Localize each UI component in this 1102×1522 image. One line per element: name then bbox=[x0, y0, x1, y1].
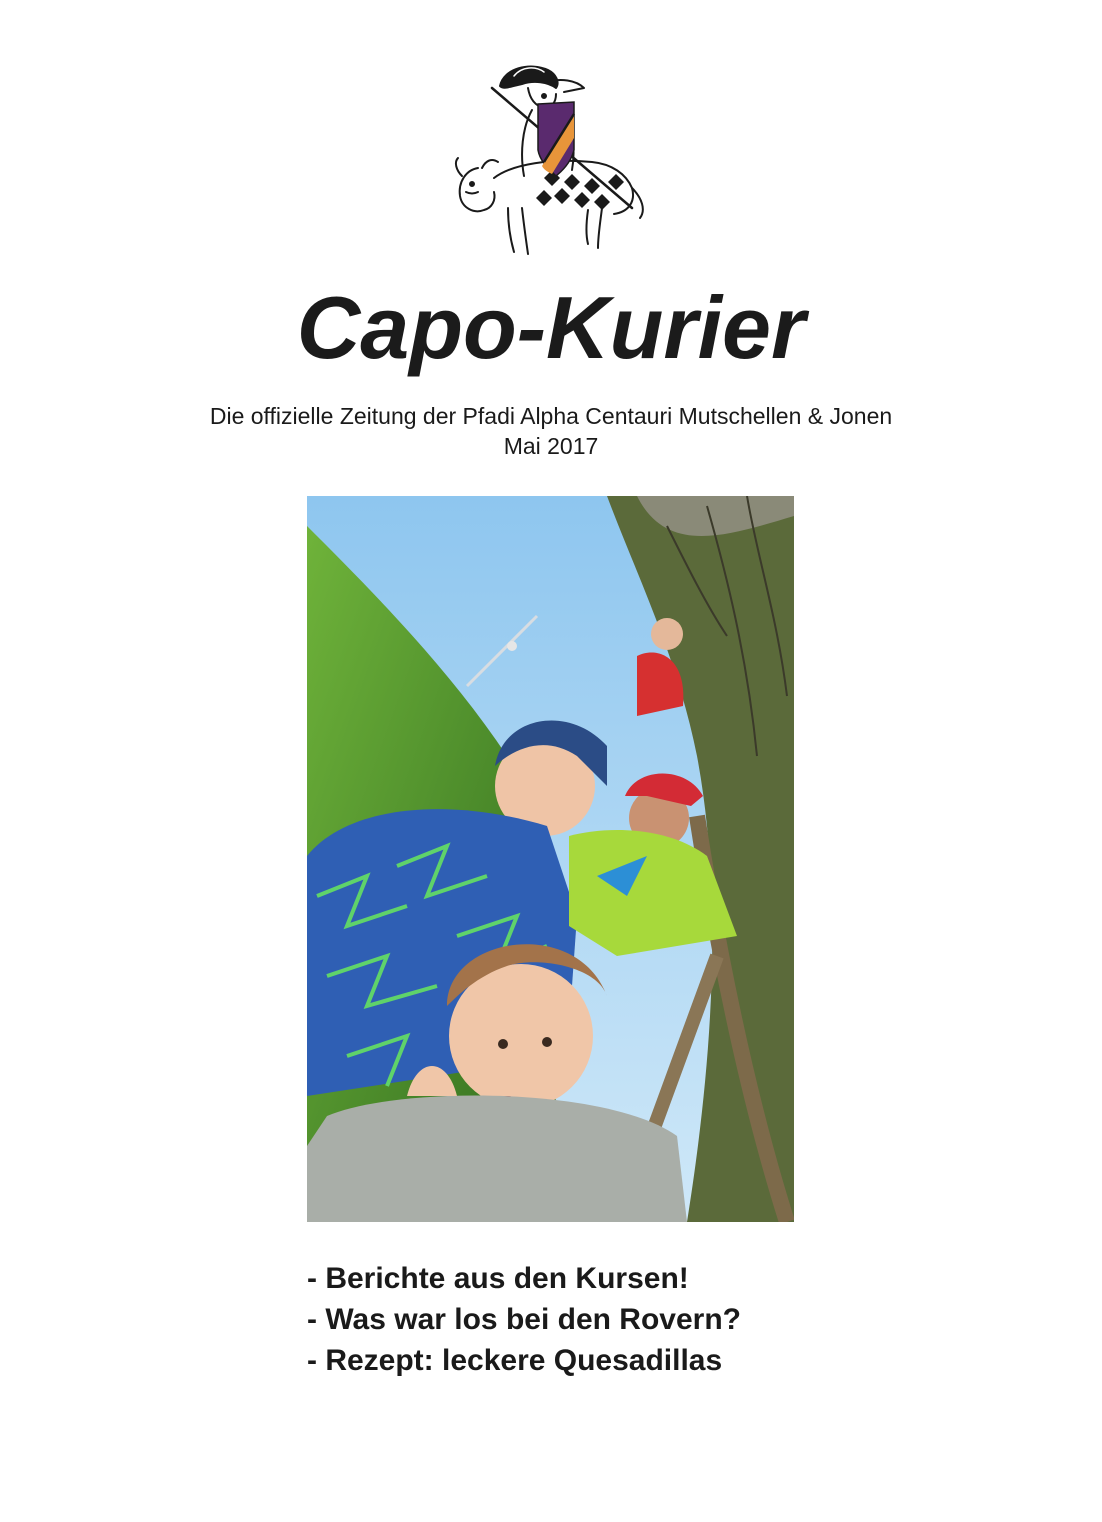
subtitle-line: Die offizielle Zeitung der Pfadi Alpha Centauri Mutschellen & Jonen bbox=[209, 403, 893, 429]
headline-item: - Rezept: leckere Quesadillas bbox=[307, 1344, 723, 1377]
issue-date: Mai 2017 bbox=[503, 433, 599, 459]
headline-list bbox=[307, 1258, 1007, 1381]
knight-on-cow-logo bbox=[452, 58, 650, 258]
page-title: Capo-Kurier bbox=[296, 278, 806, 377]
children-hiking-photo bbox=[307, 496, 794, 1222]
headline-item: - Berichte aus den Kursen! bbox=[307, 1262, 689, 1295]
headline-item: - Was war los bei den Rovern? bbox=[307, 1303, 741, 1336]
subtitle bbox=[0, 401, 1102, 461]
